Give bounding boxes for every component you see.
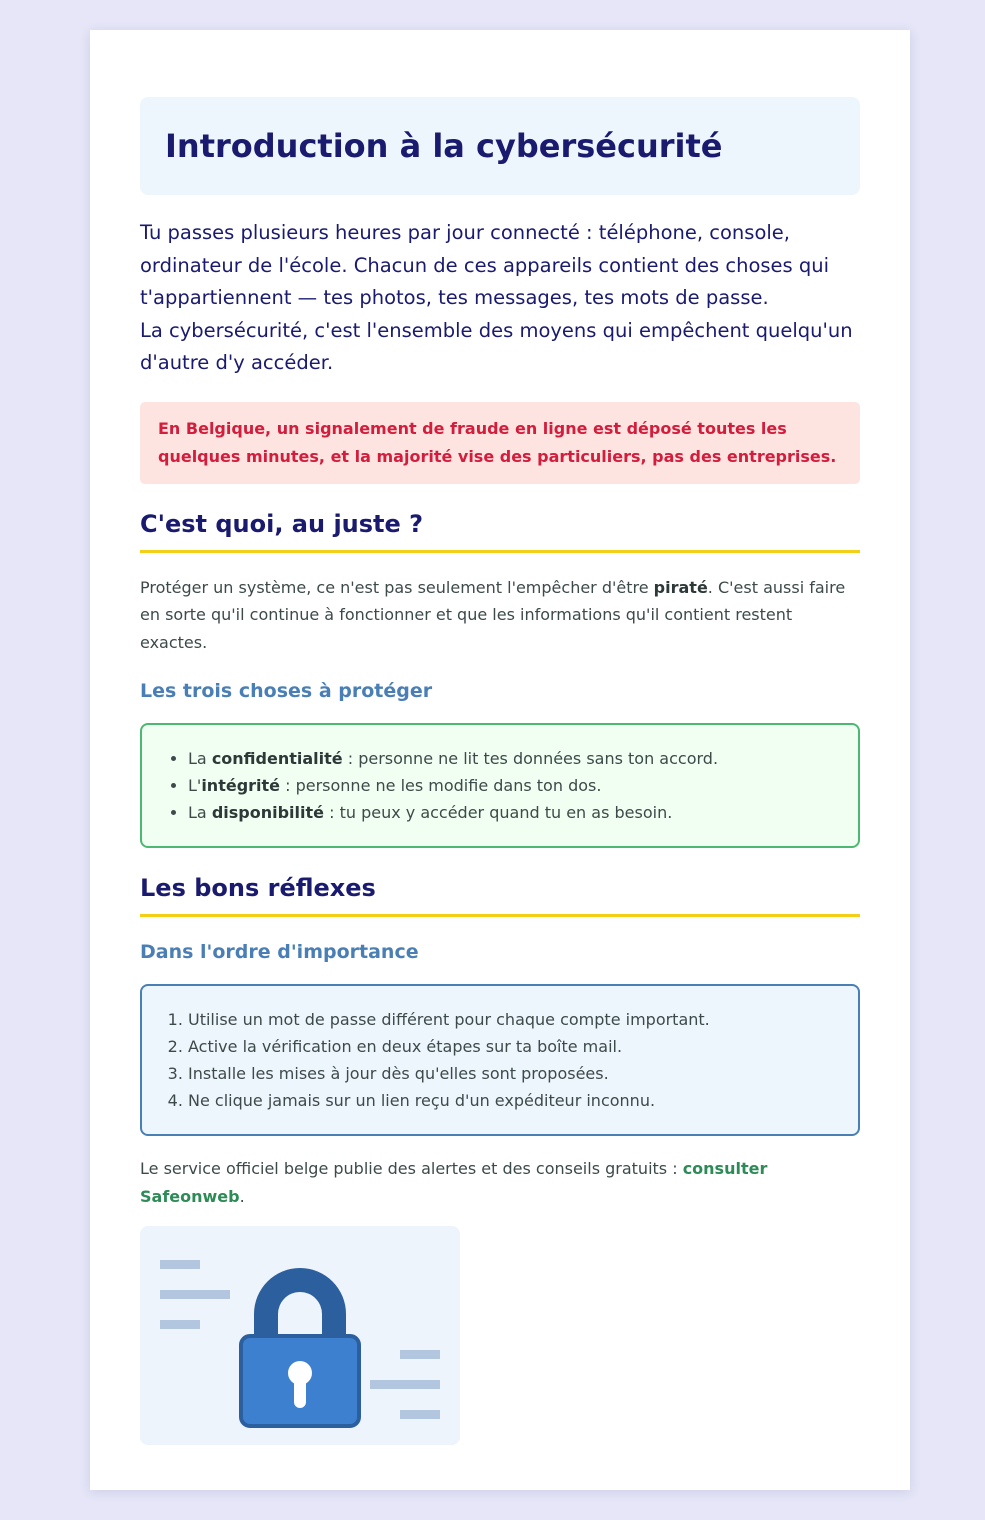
item-description: : personne ne lit tes données sans ton accord. xyxy=(342,749,719,768)
steps-list xyxy=(142,1006,838,1114)
footer-paragraph xyxy=(140,1155,860,1210)
item-description: : tu peux y accéder quand tu en as besoin. xyxy=(324,803,673,822)
section1-paragraph xyxy=(140,574,860,657)
steps-box xyxy=(140,984,860,1136)
safeonweb-link[interactable]: consulter Safeonweb xyxy=(140,1159,768,1206)
padlock-icon xyxy=(140,1226,460,1445)
item-prefix: La xyxy=(188,749,212,768)
intro-paragraph xyxy=(140,217,860,380)
item-term: intégrité xyxy=(201,776,281,795)
item-term: confidentialité xyxy=(211,749,343,768)
principles-box xyxy=(140,723,860,848)
subheading-three-things: Les trois choses à protéger xyxy=(140,680,433,702)
content xyxy=(140,97,860,1445)
section-heading-reflexes: Les bons réflexes xyxy=(140,874,860,917)
alert-box: En Belgique, un signalement de fraude en ligne est déposé toutes les quelques minutes, et la majorité vise des particuliers, pas des entreprises. xyxy=(140,402,860,484)
padlock-illustration xyxy=(140,1226,460,1445)
list-item: 2. Active la vérification en deux étapes sur ta boîte mail. xyxy=(188,1033,838,1060)
item-prefix: La xyxy=(188,803,212,822)
subheading-order: Dans l'ordre d'importance xyxy=(140,941,419,963)
list-item: 3. Installe les mises à jour dès qu'elles sont proposées. xyxy=(188,1060,838,1087)
section1-text-end: . C'est aussi faire en sorte qu'il continue à fonctionner et que les informations qu'il contient restent exactes. xyxy=(140,577,846,652)
item-prefix: L' xyxy=(188,776,202,795)
list-item xyxy=(188,745,838,772)
page-card xyxy=(90,30,910,1490)
list-item xyxy=(188,799,838,826)
page-title: Introduction à la cybersécurité xyxy=(165,127,723,165)
intro-line-1: Tu passes plusieurs heures par jour connecté : téléphone, console, ordinateur de l'école. Chacun de ces appareils contient des choses qui t'appartiennent — tes photos, tes messages, tes mots de passe. xyxy=(140,221,830,309)
section-heading-what: C'est quoi, au juste ? xyxy=(140,510,860,553)
item-description: : personne ne les modifie dans ton dos. xyxy=(280,776,602,795)
principles-list xyxy=(142,745,838,826)
list-item: 4. Ne clique jamais sur un lien reçu d'un expéditeur inconnu. xyxy=(188,1087,838,1114)
footer-end: . xyxy=(239,1186,245,1206)
section1-text-start: Protéger un système, ce n'est pas seulement l'empêcher d'être xyxy=(140,577,654,597)
footer-text: Le service officiel belge publie des alertes et des conseils gratuits : xyxy=(140,1159,683,1178)
item-term: disponibilité xyxy=(211,803,324,822)
intro-line-2: La cybersécurité, c'est l'ensemble des moyens qui empêchent quelqu'un d'autre d'y accéder. xyxy=(140,318,853,374)
title-banner xyxy=(140,97,860,195)
list-item xyxy=(188,772,838,799)
section1-text-bold: piraté xyxy=(653,577,708,597)
list-item: 1. Utilise un mot de passe différent pour chaque compte important. xyxy=(188,1006,838,1033)
